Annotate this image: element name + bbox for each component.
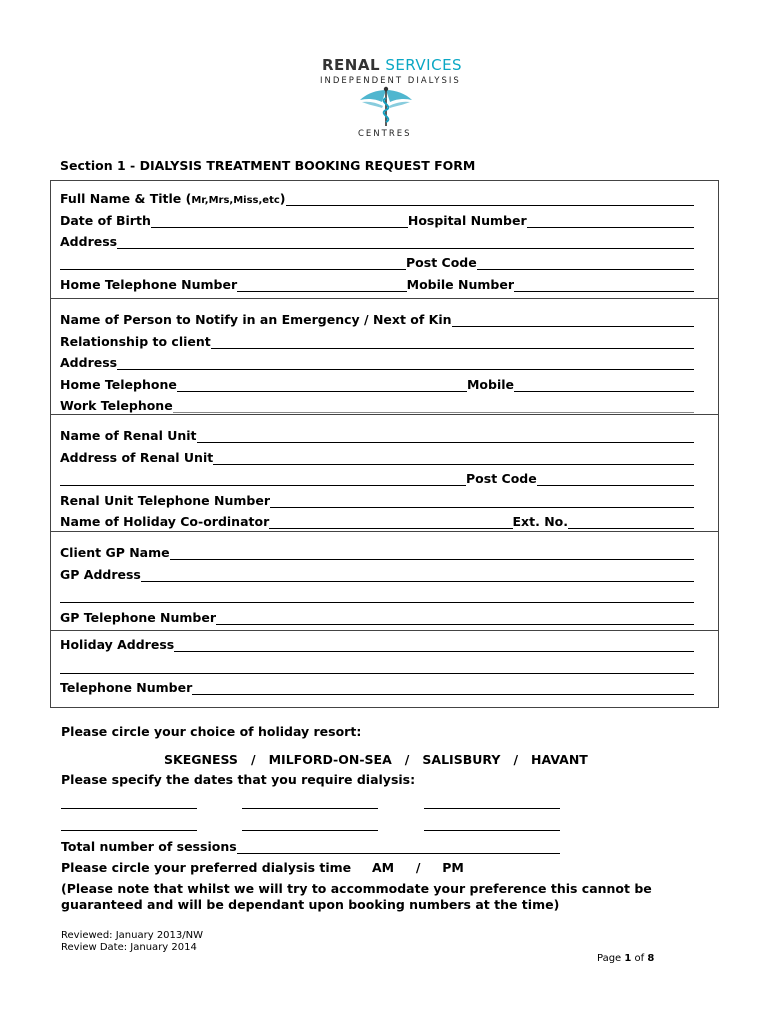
- renal-phone-field[interactable]: [270, 494, 694, 508]
- reviewed-text: Reviewed: January 2013/NW: [61, 930, 204, 941]
- renal-phone-row: [60, 490, 694, 508]
- gp-name-label: Client GP Name: [60, 545, 170, 560]
- section-divider: [50, 630, 719, 631]
- nok-address-row: [60, 352, 694, 370]
- section-divider: [50, 414, 719, 415]
- relationship-field[interactable]: [211, 335, 694, 349]
- gp-phone-label: GP Telephone Number: [60, 610, 217, 625]
- sessions-label: Total number of sessions: [61, 839, 237, 854]
- renal-address-row: [60, 447, 694, 465]
- hospital-number-field[interactable]: [527, 214, 694, 228]
- holiday-address-row: [60, 634, 694, 652]
- nok-address-field[interactable]: [117, 356, 694, 370]
- work-phone-label: Work Telephone: [60, 398, 173, 413]
- renal-unit-row: [60, 425, 694, 443]
- mobile-label: Mobile Number: [406, 277, 514, 292]
- renal-address-line2-field[interactable]: [60, 472, 466, 486]
- nok-address-label: Address: [60, 355, 118, 370]
- nok-mobile-label: Mobile: [466, 377, 514, 392]
- relationship-label: Relationship to client: [60, 334, 211, 349]
- holiday-phone-label: Telephone Number: [60, 680, 193, 695]
- gp-address-field[interactable]: [141, 568, 694, 582]
- gp-address-line2-row: [60, 585, 694, 603]
- nok-home-phone-field[interactable]: [177, 378, 467, 392]
- work-phone-field[interactable]: [173, 399, 694, 413]
- gp-address-line2-field[interactable]: [60, 589, 694, 603]
- post-code-field[interactable]: [477, 256, 694, 270]
- coordinator-row: [60, 511, 694, 529]
- nok-mobile-field[interactable]: [514, 378, 694, 392]
- time-label: Please circle your preferred dialysis time: [61, 860, 352, 875]
- renal-address-field[interactable]: [213, 451, 694, 465]
- renal-post-code-label: Post Code: [466, 471, 537, 486]
- gp-name-field[interactable]: [170, 546, 694, 560]
- dob-row: [60, 210, 694, 228]
- date-field[interactable]: [61, 808, 197, 809]
- note-line-1: (Please note that whilst we will try to accommodate your preference this cannot be: [61, 881, 652, 896]
- holiday-address-field[interactable]: [174, 638, 694, 652]
- coordinator-label: Name of Holiday Co-ordinator: [60, 514, 270, 529]
- ext-label: Ext. No.: [512, 514, 568, 529]
- date-field[interactable]: [424, 830, 560, 831]
- dob-label: Date of Birth: [60, 213, 151, 228]
- dates-prompt: Please specify the dates that you require dialysis:: [61, 772, 416, 787]
- sessions-field[interactable]: [237, 840, 560, 854]
- caduceus-icon: [358, 86, 414, 128]
- phone-row: [60, 274, 694, 292]
- nok-name-field[interactable]: [452, 313, 694, 327]
- renal-address-label: Address of Renal Unit: [60, 450, 214, 465]
- gp-phone-field[interactable]: [216, 611, 694, 625]
- coordinator-field[interactable]: [269, 515, 512, 529]
- nok-name-row: [60, 309, 694, 327]
- dob-field[interactable]: [151, 214, 408, 228]
- resort-prompt: Please circle your choice of holiday resort:: [61, 724, 362, 739]
- address-row: [60, 231, 694, 249]
- address-label: Address: [60, 234, 118, 249]
- page-number: Page 1 of 8: [597, 953, 655, 964]
- address-field[interactable]: [117, 235, 694, 249]
- holiday-phone-field[interactable]: [192, 681, 694, 695]
- relationship-row: [60, 331, 694, 349]
- full-name-row: Full Name & Title ( Mr,Mrs,Miss,etc ): [60, 188, 694, 206]
- date-field[interactable]: [242, 808, 378, 809]
- section-divider: [50, 298, 719, 299]
- date-field[interactable]: [61, 830, 197, 831]
- renal-unit-label: Name of Renal Unit: [60, 428, 197, 443]
- note-line-2: guaranteed and will be dependant upon booking numbers at the time): [61, 897, 560, 912]
- gp-name-row: [60, 542, 694, 560]
- nok-phone-row: [60, 374, 694, 392]
- full-name-label: Full Name & Title (: [60, 191, 192, 206]
- work-phone-row: [60, 395, 694, 413]
- nok-home-phone-label: Home Telephone: [60, 377, 177, 392]
- renal-post-code-field[interactable]: [537, 472, 694, 486]
- logo-title: RENAL SERVICES: [322, 56, 463, 74]
- time-options[interactable]: AM / PM: [372, 860, 464, 875]
- mobile-field[interactable]: [514, 278, 694, 292]
- hospital-number-label: Hospital Number: [407, 213, 527, 228]
- holiday-address-line2-field[interactable]: [60, 660, 694, 674]
- logo-subtitle: INDEPENDENT DIALYSIS: [320, 76, 461, 86]
- holiday-address-label: Holiday Address: [60, 637, 175, 652]
- resort-options[interactable]: SKEGNESS / MILFORD-ON-SEA / SALISBURY / HAVANT: [164, 752, 588, 767]
- address-line2-field[interactable]: [60, 256, 406, 270]
- sessions-row: [61, 836, 560, 854]
- holiday-address-line2-row: [60, 656, 694, 674]
- renal-phone-label: Renal Unit Telephone Number: [60, 493, 270, 508]
- gp-phone-row: [60, 607, 694, 625]
- home-phone-label: Home Telephone Number: [60, 277, 238, 292]
- logo-centres: CENTRES: [358, 129, 412, 139]
- renal-unit-field[interactable]: [197, 429, 694, 443]
- review-date-text: Review Date: January 2014: [61, 942, 197, 953]
- home-phone-field[interactable]: [237, 278, 406, 292]
- section-title: Section 1 - DIALYSIS TREATMENT BOOKING REQUEST FORM: [60, 158, 476, 173]
- post-code-label: Post Code: [406, 255, 477, 270]
- section-divider: [50, 531, 719, 532]
- title-hint: Mr,Mrs,Miss,etc: [191, 195, 280, 206]
- nok-name-label: Name of Person to Notify in an Emergency / Next of Kin: [60, 312, 452, 327]
- full-name-field[interactable]: [286, 192, 695, 206]
- gp-address-row: [60, 564, 694, 582]
- date-field[interactable]: [242, 830, 378, 831]
- renal-services-logo: [300, 54, 470, 146]
- gp-address-label: GP Address: [60, 567, 141, 582]
- holiday-phone-row: [60, 677, 694, 695]
- renal-postcode-row: [60, 468, 694, 486]
- date-field[interactable]: [424, 808, 560, 809]
- ext-field[interactable]: [568, 515, 694, 529]
- postcode-row: [60, 252, 694, 270]
